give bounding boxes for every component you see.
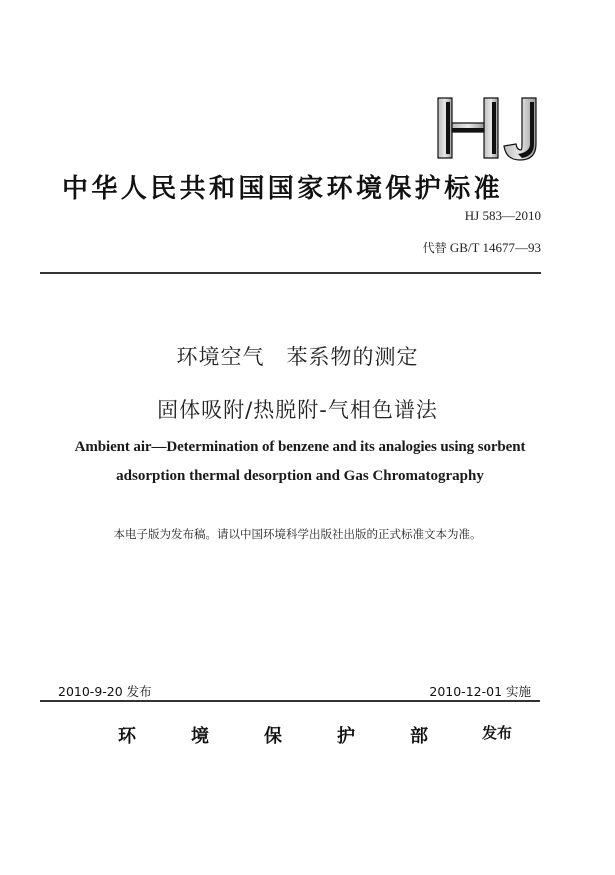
title-cn-line-1: 环境空气 苯系物的测定 bbox=[176, 345, 419, 369]
implementation-date: 2010-12-01 实施 bbox=[429, 684, 531, 699]
title-en-line-2: adsorption thermal desorption and Gas Chromatography bbox=[116, 468, 484, 484]
standard-category-title: 中华人民共和国国家环境保护标准 bbox=[62, 174, 504, 204]
electronic-version-notice: 本电子版为发布稿。请以中国环境科学出版社出版的正式标准文本为准。 bbox=[113, 527, 482, 541]
standard-number: HJ 583—2010 bbox=[464, 208, 541, 223]
title-en-line-1: Ambient air—Determination of benzene and its analogies using sorbent bbox=[74, 439, 526, 455]
header-divider bbox=[40, 272, 541, 274]
footer-divider bbox=[40, 700, 540, 702]
hj-logo bbox=[432, 88, 544, 168]
issuing-authority bbox=[118, 722, 483, 748]
title-cn-line-2: 固体吸附/热脱附-气相色谱法 bbox=[157, 398, 438, 422]
issuer-char: 护 bbox=[337, 726, 355, 747]
issuer-char: 部 bbox=[410, 726, 428, 747]
issuer-char: 环 bbox=[118, 726, 136, 747]
issue-date: 2010-9-20 发布 bbox=[58, 684, 152, 699]
replaces-label: 代替 bbox=[422, 241, 447, 255]
issuer-char: 境 bbox=[191, 726, 209, 747]
replaces-standard bbox=[423, 239, 541, 256]
hj-logo-icon bbox=[432, 88, 544, 168]
issued-label: 发布 bbox=[482, 724, 513, 742]
issuer-char: 保 bbox=[264, 726, 282, 747]
replaces-number: GB/T 14677—93 bbox=[449, 240, 541, 255]
